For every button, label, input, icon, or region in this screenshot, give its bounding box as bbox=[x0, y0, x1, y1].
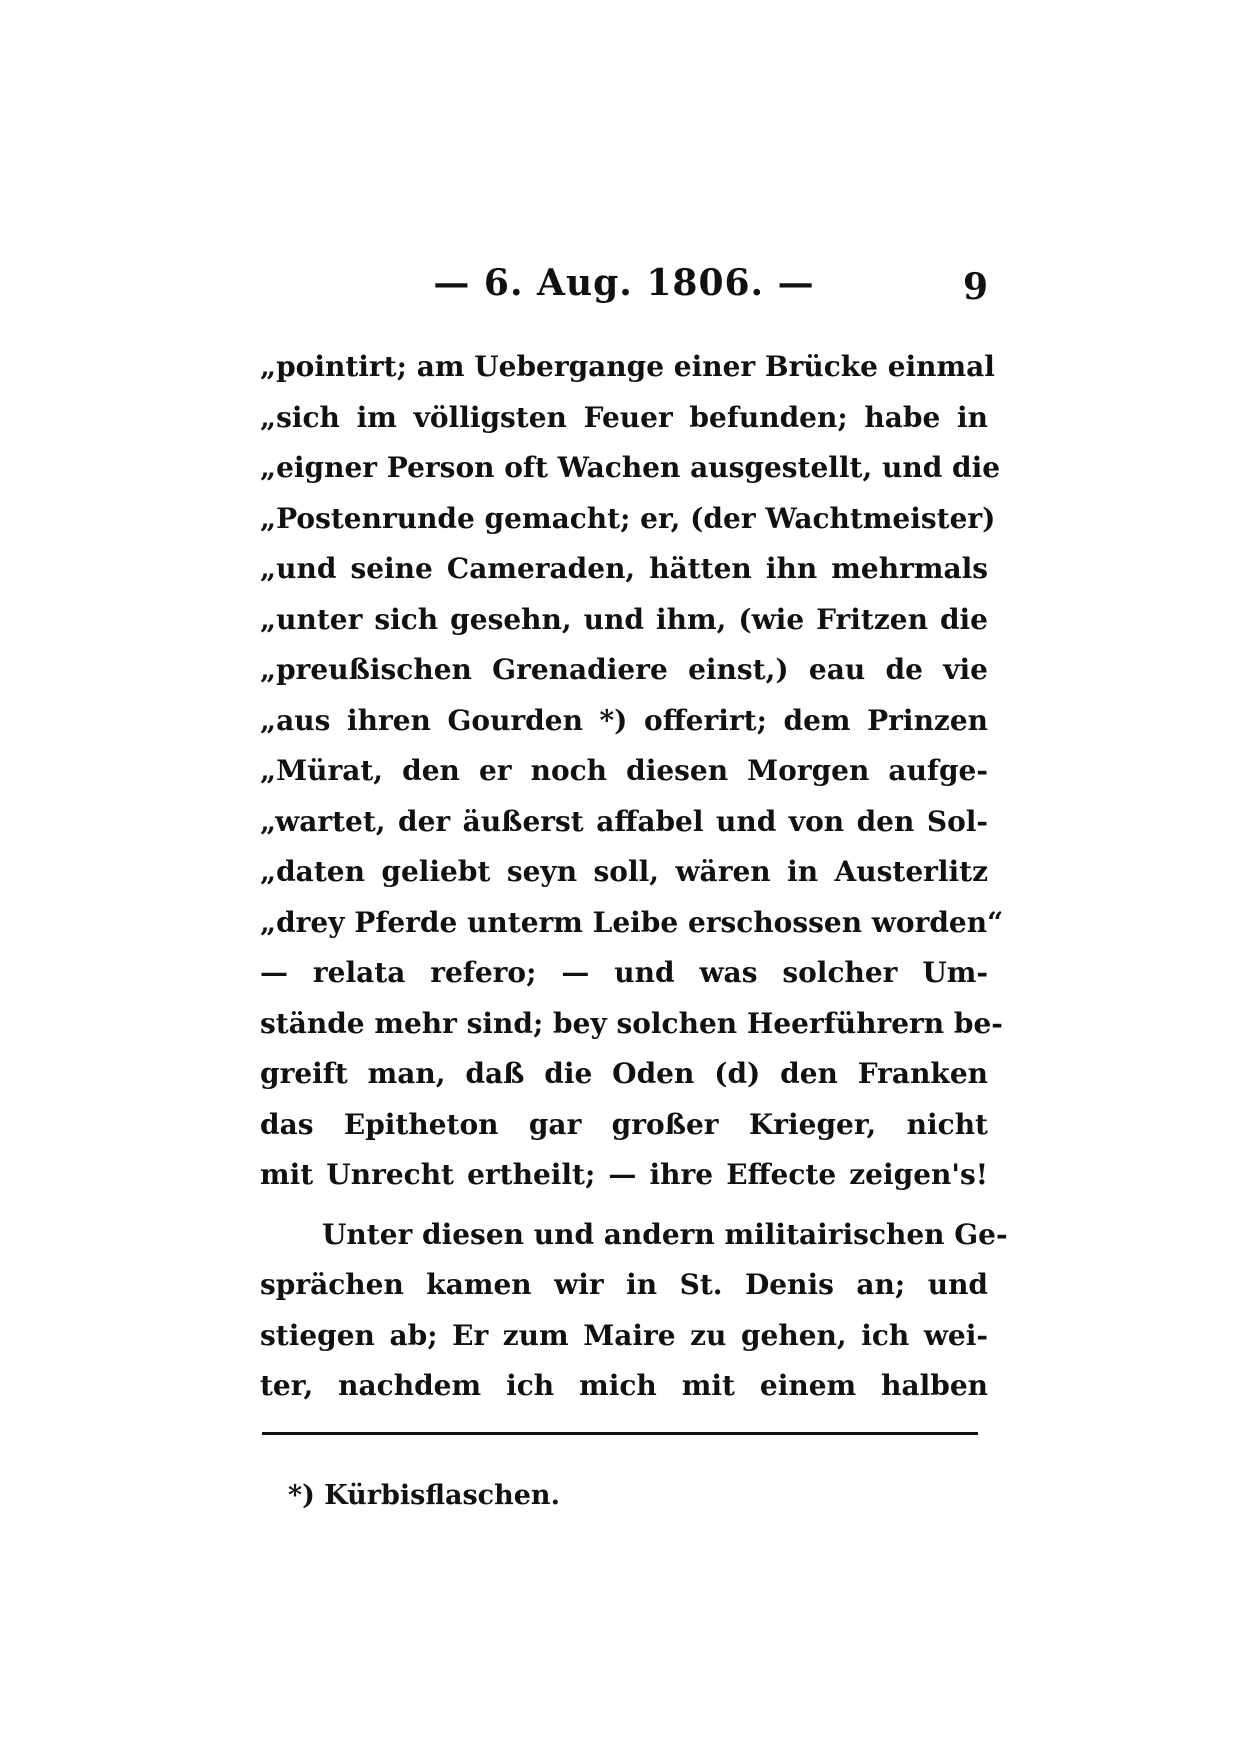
footnote: *) Kürbisflaschen. bbox=[288, 1480, 560, 1511]
text-line: sprächen kamen wir in St. Denis an; und bbox=[260, 1268, 988, 1301]
text-line: „wartet, der äußerst affabel und von den Sol- bbox=[260, 804, 988, 838]
body-text bbox=[260, 342, 1008, 1412]
text-line: — relata refero; — und was solcher Um- bbox=[260, 956, 988, 989]
text-line: „drey Pferde unterm Leibe erschossen worden“ bbox=[260, 905, 1004, 939]
text-line: „preußischen Grenadiere einst,) eau de vie bbox=[260, 653, 988, 686]
text-line: „daten geliebt seyn soll, wären in Austerlitz bbox=[260, 855, 988, 888]
text-line: „eigner Person oft Wachen ausgestellt, und die bbox=[260, 451, 1001, 484]
text-line: stiegen ab; Er zum Maire zu gehen, ich wei- bbox=[260, 1318, 988, 1352]
text-line: ter, nachdem ich mich mit einem halben bbox=[260, 1369, 988, 1402]
text-line: „Postenrunde gemacht; er, (der Wachtmeister) bbox=[260, 501, 996, 535]
text-line: „pointirt; am Uebergange einer Brücke einmal bbox=[260, 350, 995, 383]
text-line: „Mürat, den er noch diesen Morgen aufge- bbox=[260, 754, 988, 787]
text-line: stände mehr sind; bey solchen Heerführern be- bbox=[260, 1006, 1003, 1040]
footnote-rule bbox=[262, 1432, 978, 1435]
text-line: Unter diesen und andern militairischen Ge- bbox=[322, 1217, 1008, 1251]
page-number: 9 bbox=[962, 266, 988, 308]
running-head: — 6. Aug. 1806. — bbox=[433, 262, 815, 304]
text-line: das Epitheton gar großer Krieger, nicht bbox=[260, 1107, 988, 1141]
text-line: greift man, daß die Oden (d) den Franken bbox=[260, 1057, 988, 1090]
text-line: „und seine Cameraden, hätten ihn mehrmals bbox=[260, 552, 988, 585]
paragraph-1 bbox=[260, 342, 1004, 1201]
text-line: „unter sich gesehn, und ihm, (wie Fritzen die bbox=[260, 602, 988, 636]
page-header bbox=[260, 262, 988, 312]
text-line: „aus ihren Gourden *) offerirt; dem Prinzen bbox=[260, 703, 988, 737]
paragraph-2 bbox=[260, 1210, 1008, 1412]
text-line: „sich im völligsten Feuer befunden; habe in bbox=[260, 400, 988, 434]
text-line: mit Unrecht ertheilt; — ihre Effecte zeigen's! bbox=[260, 1158, 988, 1191]
